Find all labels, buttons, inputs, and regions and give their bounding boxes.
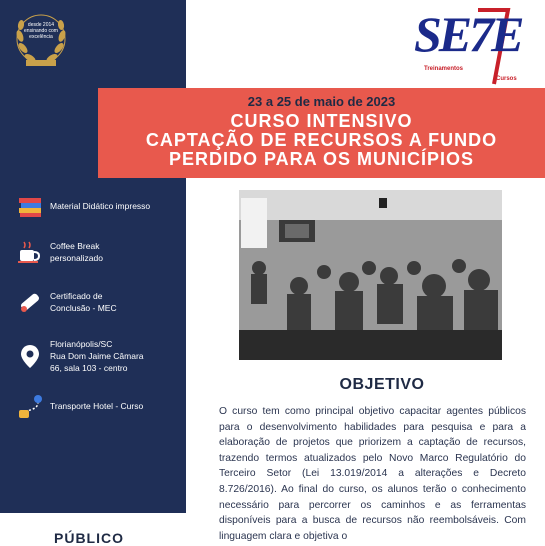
location-pin-icon	[16, 342, 44, 370]
course-title: CURSO INTENSIVO CAPTAÇÃO DE RECURSOS A FUNDO PERDIDO PARA OS MUNICÍPIOS	[145, 111, 498, 169]
classroom-photo	[239, 190, 502, 360]
coffee-icon	[16, 238, 44, 266]
feature-coffee	[16, 238, 103, 266]
feature-coffee-text: Coffee Break personalizado	[50, 241, 103, 263]
course-banner	[98, 88, 545, 178]
logo-mark: SE7E	[414, 6, 522, 62]
feature-transport-text: Transporte Hotel - Curso	[50, 401, 144, 411]
feature-certificate	[16, 288, 117, 316]
feature-location	[16, 338, 144, 374]
route-icon	[16, 392, 44, 420]
books-icon	[16, 192, 44, 220]
badge-text: desde 2014 ensinando com excelência	[24, 22, 58, 40]
feature-material	[16, 192, 150, 220]
feature-transport	[16, 392, 143, 420]
objective-text: O curso tem como principal objetivo capacitar agentes públicos para o desenvolvimento habilidades para pesquisa e para a elaboração de projetos que priorizem a captação de recursos, trazendo termos atualizados pelo Novo Marco Regulatório do Terceiro Setor (Lei 13.019/2014 a alterações e Decreto 8.726/2016). Ao final do curso, os alunos terão o conhecimento necessário para percorrer os caminhos e as ferramentas disponíveis para a busca de recursos não reembolsáveis. Com linguagem clara e objetiva o	[219, 406, 526, 542]
feature-location-text: Florianópolis/SC Rua Dom Jaime Câmara 66, sala 103 - centro	[50, 339, 144, 373]
publico-heading: PÚBLICO	[54, 530, 124, 546]
logo-subtitle-left: Treinamentos	[424, 66, 464, 72]
feature-certificate-text: Certificado de Conclusão - MEC	[50, 291, 117, 313]
feature-material-text: Material Didático impresso	[50, 201, 151, 211]
objective-heading: OBJETIVO	[339, 376, 425, 393]
course-date: 23 a 25 de maio de 2023	[247, 94, 396, 109]
diploma-icon	[16, 288, 44, 316]
logo-subtitle-right: Cursos	[496, 76, 517, 82]
